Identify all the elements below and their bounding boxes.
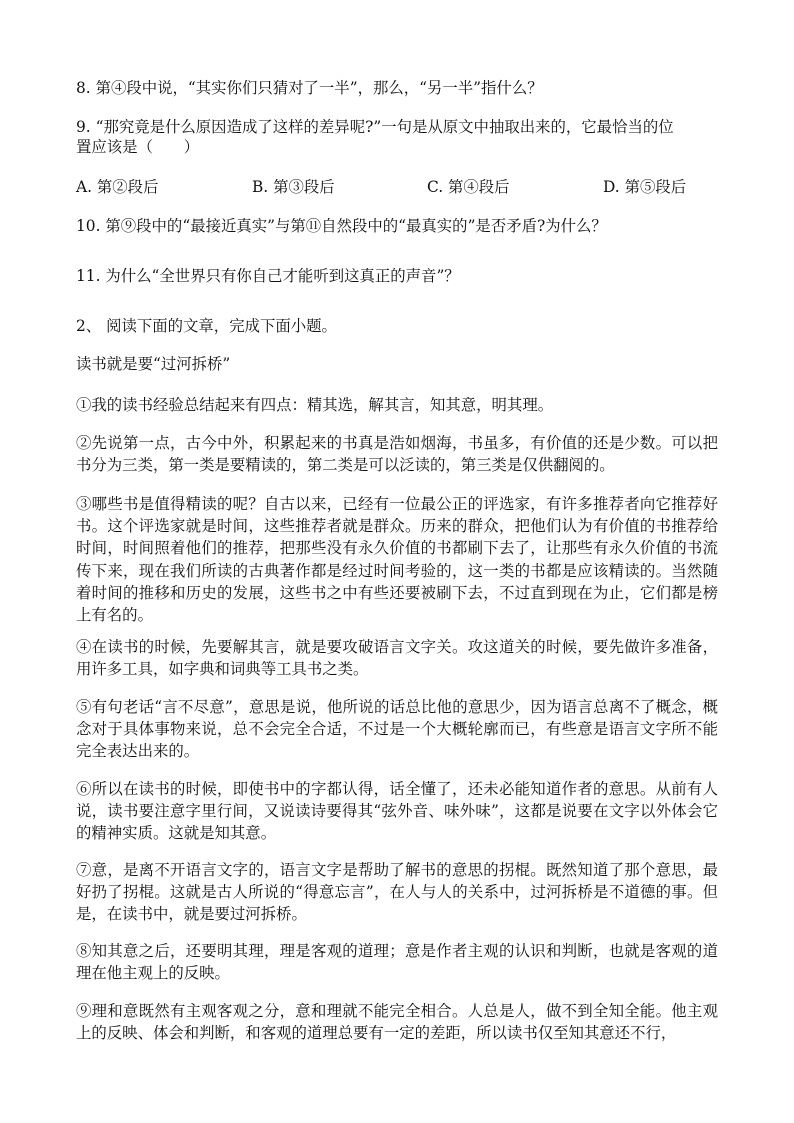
article-paragraph-8: ⑧知其意之后，还要明其理，理是客观的道理；意是作者主观的认识和判断，也就是客观的道理在他主观上的反映。 [76, 942, 718, 983]
option-a: A. 第②段后 [76, 178, 159, 196]
option-b: B. 第③段后 [252, 178, 335, 196]
article-paragraph-5: ⑤有句老话“言不尽意”，意思是说，他所说的话总比他的意思少，因为语言总离不了概念，概念对于具体事物来说，总不会完全合适，不过是一个大概轮廓而已，有些意是语言文字所不能完全表达出来的。 [76, 698, 718, 761]
question-10: 10. 第⑨段中的“最接近真实”与第⑪自然段中的“最真实的”是否矛盾?为什么？ [76, 217, 607, 235]
question-9-line-2: 置应该是（ ） [76, 138, 200, 156]
article-paragraph-2: ②先说第一点，古今中外，积累起来的书真是浩如烟海，书虽多，有价值的还是少数。可以把书分为三类，第一类是要精读的，第二类是可以泛读的，第三类是仅供翻阅的。 [76, 434, 718, 475]
article-paragraph-7: ⑦意，是离不开语言文字的，语言文字是帮助了解书的意思的拐棍。既然知道了那个意思，最好扔了拐棍。这就是古人所说的“得意忘言”，在人与人的关系中，过河拆桥是不道德的事。但是，在读书中，就是要过河拆桥。 [76, 861, 718, 924]
option-c: C. 第④段后 [427, 178, 510, 196]
article-paragraph-3: ③哪些书是值得精读的呢？自古以来，已经有一位最公正的评选家，有许多推荐者向它推荐好书。这个评选家就是时间，这些推荐者就是群众。历来的群众，把他们认为有价值的书推荐给时间，时间照着他们的推荐，把那些没有永久价值的书都刷下去了，让那些有永久价值的书流传下来，现在我们所读的古典著作都是经过时间考验的，这一类的书都是应该精读的。当然随着时间的推移和历史的发展，这些书之中有些还要被刷下去，不过直到现在为止，它们都是榜上有名的。 [76, 495, 718, 625]
article-paragraph-9: ⑨理和意既然有主观客观之分，意和理就不能完全相合。人总是人，做不到全知全能。他主观上的反映、体会和判断，和客观的道理总要有一定的差距，所以读书仅至知其意还不行， [76, 1002, 718, 1043]
article-paragraph-1: ①我的读书经验总结起来有四点：精其选，解其言，知其意，明其理。 [76, 396, 554, 414]
question-9-line-1: 9. “那究竟是什么原因造成了这样的差异呢?”一句是从原文中抽取出来的，它最恰当的位 [76, 118, 674, 136]
article-title: 读书就是要“过河拆桥” [76, 355, 231, 373]
question-8: 8. 第④段中说，“其实你们只猜对了一半”，那么，“另一半”指什么？ [76, 79, 543, 97]
section-2-instruction: 2、 阅读下面的文章，完成下面小题。 [76, 317, 337, 335]
article-paragraph-6: ⑥所以在读书的时候，即使书中的字都认得，话全懂了，还未必能知道作者的意思。从前有人说，读书要注意字里行间，又说读诗要得其“弦外音、味外味”，这都是说要在文字以外体会它的精神实质。这就是知其意。 [76, 780, 718, 843]
question-11: 11. 为什么“全世界只有你自己才能听到这真正的声音”？ [76, 267, 460, 285]
article-paragraph-4: ④在读书的时候，先要解其言，就是要攻破语言文字关。攻这道关的时候，要先做许多准备，用许多工具，如字典和词典等工具书之类。 [76, 638, 718, 679]
option-d: D. 第⑤段后 [603, 178, 687, 196]
